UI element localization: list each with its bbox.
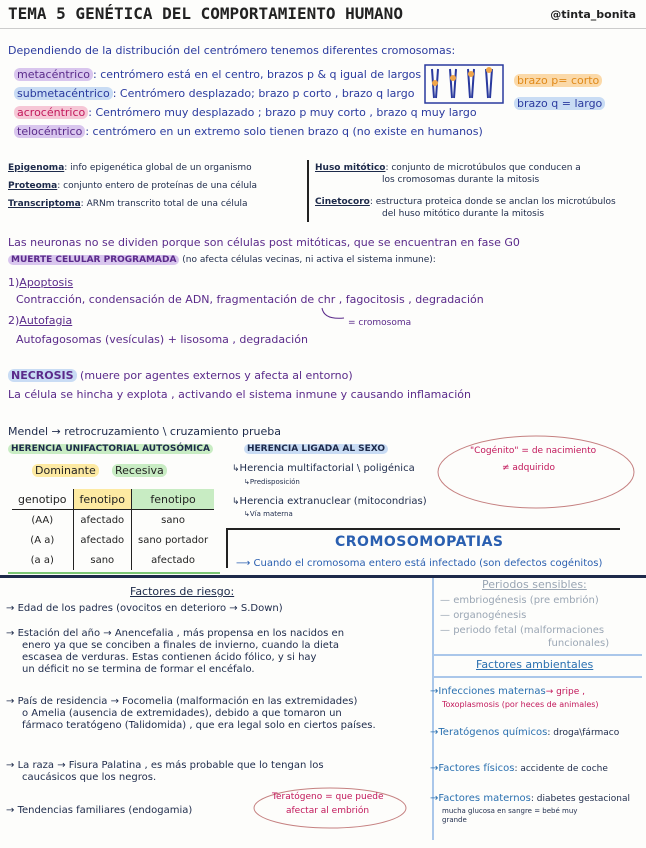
- risk-item-country: → País de residencia → Focomelia (malformación en las extremidades) o Amelia (ausencia de extremidades), debido a que tomaron un fármaco teratógeno (Talidomida) , que era legal solo en ciertos países.: [6, 696, 376, 731]
- env-title-line: [432, 676, 642, 678]
- def-divider: [307, 160, 309, 222]
- centromere-intro: Dependiendo de la distribución del centrómero tenemos diferentes cromosomas:: [8, 44, 456, 57]
- def-epigenome: [8, 163, 252, 174]
- risk-line: Edad de los padres (ovocitos en deterioro → S.Down): [17, 603, 283, 614]
- type-term: acrocéntrico: [14, 106, 88, 119]
- risk-line: escasea de verduras. Estas contienen ácido fólico, y si hay: [22, 652, 317, 663]
- period-item: — periodo fetal (malformaciones: [440, 625, 605, 636]
- env-item-maternal: →Factores maternos: diabetes gestacional: [430, 793, 631, 804]
- predisposition-text: Predisposición: [249, 478, 300, 486]
- table-row: [12, 530, 214, 550]
- table-cell: afectado: [73, 510, 131, 531]
- programmed-death-heading: MUERTE CELULAR PROGRAMADA: [8, 255, 179, 265]
- table-underline: [8, 572, 220, 574]
- type-term: telocéntrico: [14, 125, 85, 138]
- legend-p-text: brazo p= corto: [514, 74, 602, 87]
- risk-line: un déficit no se termina de formar el encéfalo.: [22, 664, 255, 675]
- table-cell: afectado: [73, 530, 131, 550]
- def-kinetochore-cont: del huso mitótico durante la mitosis: [382, 209, 545, 219]
- necrosis-note: (muere por agentes externos y afecta al entorno): [76, 369, 353, 382]
- mendel-note: Mendel → retrocruzamiento \ cruzamiento prueba: [8, 425, 282, 438]
- env-item-maternal-note: mucha glucosa en sangre = bebé muy grande: [442, 807, 578, 824]
- def-spindle: [315, 163, 581, 174]
- page-title: TEMA 5 GENÉTICA DEL COMPORTAMIENTO HUMANO: [8, 4, 403, 23]
- type-telocentric: [14, 125, 483, 138]
- risk-item-race: → La raza → Fisura Palatina , es más probable que lo tengan los caucásicos que los negros.: [6, 760, 324, 783]
- table-row: [12, 510, 214, 531]
- table-cell: (A a): [30, 534, 55, 546]
- maternal-text: Vía materna: [249, 510, 293, 518]
- congenital-not: ≠ adquirido: [502, 463, 555, 473]
- env-head: Factores maternos: [438, 793, 531, 804]
- risk-line: fármaco teratógeno (Talidomida) , que era legal solo en ciertos países.: [22, 720, 376, 731]
- period-text: organogénesis: [453, 610, 527, 621]
- predisposition: ↳Predisposición: [244, 478, 300, 486]
- legend-p: [514, 74, 602, 87]
- dominant-text: Dominante: [32, 464, 99, 477]
- chromosome-illustration: [424, 64, 504, 104]
- period-text: embriogénesis (pre embrión): [453, 595, 599, 606]
- table-row: [12, 550, 214, 570]
- autophagy-term: Autofagia: [19, 314, 73, 327]
- recessive-text: Recesiva: [112, 464, 167, 477]
- risk-item-age: → Edad de los padres (ovocitos en deterioro → S.Down): [6, 603, 283, 614]
- def-transcriptome: [8, 199, 248, 210]
- table-cell: afectado: [131, 550, 214, 570]
- type-text: : centrómero está en el centro, brazos p & q igual de largos: [93, 68, 422, 81]
- chromo-left-line: [226, 528, 228, 568]
- period-item: — organogénesis: [440, 610, 527, 621]
- risk-line: caucásicos que los negros.: [22, 772, 157, 783]
- multifactorial-text: Herencia multifactorial \ poligénica: [239, 463, 415, 474]
- env-item-chemical: →Teratógenos químicos: droga\fármaco: [430, 727, 620, 738]
- chr-note: = cromosoma: [348, 318, 412, 328]
- risk-line: País de residencia → Focomelia (malformación en las extremidades): [17, 696, 358, 707]
- def-term: Transcriptoma: [8, 199, 81, 209]
- autophagy-heading: [8, 314, 72, 327]
- def-term: Epigenoma: [8, 163, 65, 173]
- header-divider: [0, 28, 646, 29]
- table-cell: (a a): [30, 554, 54, 566]
- risk-line: Tendencias familiares (endogamia): [17, 805, 193, 816]
- extranuclear-text: Herencia extranuclear (mitocondrias): [239, 496, 427, 507]
- risk-item-season: → Estación del año → Anencefalia , más propensa en los nacidos en enero ya que se conciben a finales de invierno, cuando la dieta escasea de verduras. Estas contienen ácido fólico, y si hay un déficit no se termina de formar el encéfalo.: [6, 628, 345, 675]
- def-spindle-cont: los cromosomas durante la mitosis: [382, 175, 540, 185]
- apoptosis-term: Apoptosis: [19, 276, 74, 289]
- type-term: submetacéntrico: [14, 87, 113, 100]
- env-item-infections: →Infecciones maternas→ gripe ,: [430, 686, 585, 697]
- table-cell: sano: [73, 550, 131, 570]
- autophagy-num: 2): [8, 314, 20, 327]
- risk-item-family: → Tendencias familiares (endogamia): [6, 805, 193, 816]
- def-text: : conjunto entero de proteínas de una célula: [57, 181, 258, 191]
- def-term: Cinetocoro: [315, 197, 370, 207]
- type-metacentric: [14, 68, 421, 81]
- author-handle: @tinta_bonita: [550, 8, 636, 21]
- chromosomopathies-def-text: Cuando el cromosoma entero está infectado (son defectos cogénitos): [253, 558, 603, 569]
- maternal: ↳Vía materna: [244, 510, 293, 518]
- env-title: Factores ambientales: [476, 658, 594, 671]
- teratogen-def: Teratógeno = que puede: [272, 792, 384, 802]
- risk-line: o Amelia (ausencia de extremidades), debido a que tomaron un: [22, 708, 342, 719]
- table-cell: sano: [131, 510, 214, 531]
- sensitive-periods-title: Periodos sensibles:: [482, 578, 587, 591]
- necrosis-text: La célula se hincha y explota , activando el sistema inmune y causando inflamación: [8, 388, 471, 401]
- multifactorial: ↳Herencia multifactorial \ poligénica: [232, 463, 415, 474]
- env-head: Teratógenos químicos: [438, 727, 548, 738]
- type-text: : centrómero en un extremo solo tienen brazo q (no existe en humanos): [85, 125, 483, 138]
- period-item: — embriogénesis (pre embrión): [440, 595, 599, 606]
- apoptosis-num: 1): [8, 276, 20, 289]
- env-note: : accidente de coche: [514, 764, 608, 774]
- type-term: metacéntrico: [14, 68, 93, 81]
- chromosomopathies-title: CROMOSOMOPATIAS: [335, 534, 504, 550]
- chr-arrow-icon: [318, 306, 348, 326]
- def-text: : estructura proteica donde se anclan los microtúbulos: [369, 197, 616, 207]
- extranuclear: ↳Herencia extranuclear (mitocondrias): [232, 496, 427, 507]
- table-header-row: [12, 489, 214, 510]
- def-text: : conjunto de microtúbulos que conducen a: [385, 163, 581, 173]
- env-note: : droga\fármaco: [547, 728, 620, 738]
- env-note: : diabetes gestacional: [530, 794, 631, 804]
- necrosis-heading: [8, 369, 353, 382]
- env-item-physical: →Factores físicos: accidente de coche: [430, 763, 608, 774]
- legend-q: [514, 97, 605, 110]
- period-item-cont: funcionales): [548, 638, 610, 649]
- dominant-label: [32, 464, 99, 477]
- autosomic-text: HERENCIA UNIFACTORIAL AUTOSÓMICA: [8, 444, 213, 454]
- table-cell: sano portador: [131, 530, 214, 550]
- recessive-label: [112, 464, 167, 477]
- table-header: genotipo: [12, 489, 73, 510]
- env-note: → gripe ,: [545, 687, 585, 697]
- risk-factors-title: Factores de riesgo:: [130, 585, 235, 598]
- period-text: periodo fetal (malformaciones: [453, 625, 605, 636]
- env-top-line: [432, 654, 642, 656]
- congenital-def: "Cogénito" = de nacimiento: [470, 446, 597, 456]
- necrosis-term: NECROSIS: [8, 369, 77, 382]
- table-header: fenotipo: [73, 489, 131, 510]
- def-kinetochore: [315, 197, 616, 208]
- chromo-top-line: [226, 528, 620, 530]
- apoptosis-heading: [8, 276, 73, 289]
- table-header: fenotipo: [131, 489, 214, 510]
- def-text: : info epigenética global de un organismo: [64, 163, 252, 173]
- legend-q-text: brazo q = largo: [514, 97, 605, 110]
- type-submetacentric: [14, 87, 414, 100]
- teratogen-def-cont: afectar al embrión: [286, 806, 370, 816]
- def-term: Huso mitótico: [315, 163, 386, 173]
- env-head: Factores físicos: [438, 763, 515, 774]
- autosomic-heading: [8, 444, 213, 455]
- risk-line: enero ya que se conciben a finales de invierno, cuando la dieta: [22, 640, 340, 651]
- type-text: : Centrómero desplazado; brazo p corto , brazo q largo: [112, 87, 415, 100]
- def-term: Proteoma: [8, 181, 58, 191]
- def-text: : ARNm transcrito total de una célula: [80, 199, 248, 209]
- table-cell: (AA): [31, 514, 54, 526]
- neurons-note: Las neuronas no se dividen porque son células post mitóticas, que se encuentran en fase G0: [8, 236, 520, 249]
- apoptosis-text: Contracción, condensación de ADN, fragmentación de chr , fagocitosis , degradación: [16, 293, 484, 306]
- risk-line: La raza → Fisura Palatina , es más probable que lo tengan los: [17, 760, 324, 771]
- programmed-death-note: (no afecta células vecinas, ni activa el sistema inmune):: [179, 255, 436, 265]
- sex-linked-heading: [244, 444, 388, 455]
- sex-linked-text: HERENCIA LIGADA AL SEXO: [244, 444, 388, 454]
- type-acrocentric: [14, 106, 477, 119]
- risk-line: Estación del año → Anencefalia , más propensa en los nacidos en: [17, 628, 345, 639]
- def-proteome: [8, 181, 257, 192]
- type-text: : Centrómero muy desplazado ; brazo p muy corto , brazo q muy largo: [88, 106, 477, 119]
- env-item-infections-note: Toxoplasmosis (por heces de animales): [442, 700, 599, 709]
- autophagy-text: Autofagosomas (vesículas) + lisosoma , degradación: [16, 333, 308, 346]
- chromosomopathies-def: ⟶ Cuando el cromosoma entero está infectado (son defectos cogénitos): [236, 558, 603, 569]
- programmed-death: [8, 255, 436, 266]
- genotype-table: [12, 489, 214, 570]
- env-head: Infecciones maternas: [438, 686, 546, 697]
